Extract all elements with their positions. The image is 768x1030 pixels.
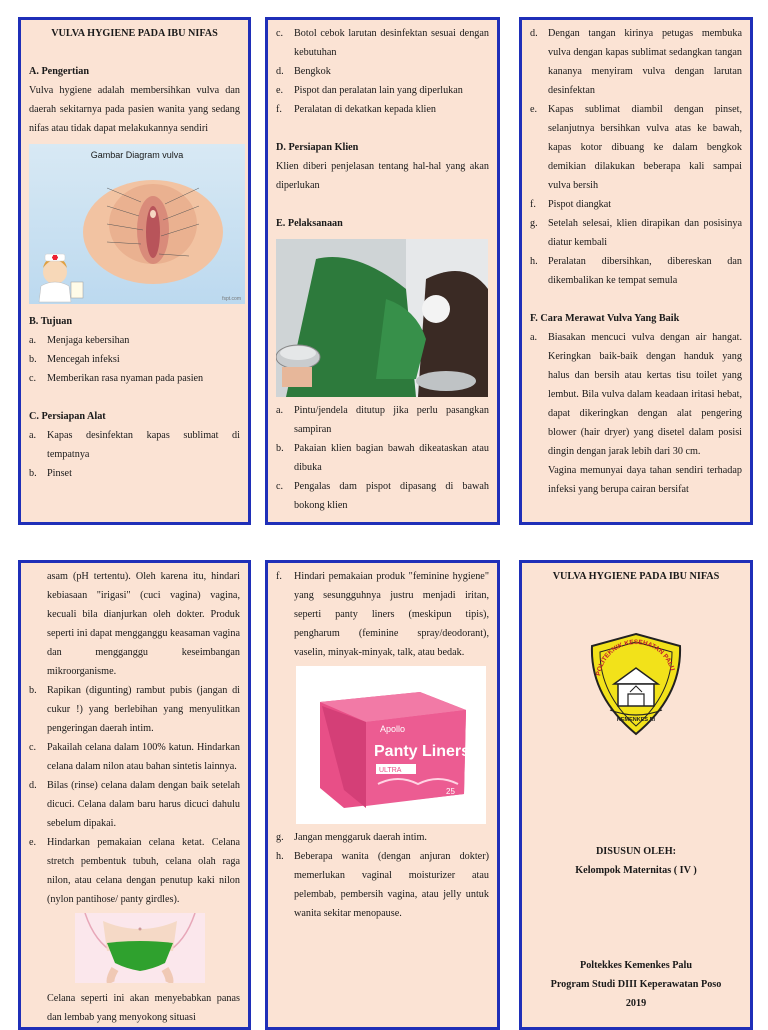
list-item: f. Pispot diangkat xyxy=(530,199,612,210)
panel-cover xyxy=(519,560,753,1030)
pelaksanaan-list-continued xyxy=(530,24,742,290)
panel-cara-lanjutan xyxy=(18,560,251,1030)
section-heading-pengertian: A. Pengertian xyxy=(29,66,89,77)
list-item: e. Hindarkan pemakaian celana ketat. Celana stretch pembentuk tubuh, celana olah raga nilon, atau celana dengan penutup kaki nilon (nylon pantihose/ panty girdles). xyxy=(29,837,240,905)
liners-product: Panty Liners xyxy=(374,743,471,760)
list-item: d. Bilas (rinse) celana dalam dengan baik setelah dicuci. Celana dalam baru harus dicuci dahulu sebelum dipakai. xyxy=(29,780,240,829)
list-item: g. Setelah selesai, klien dirapikan dan posisinya diatur kembali xyxy=(530,218,742,248)
list-item: c. Botol cebok larutan desinfektan sesuai dengan kebutuhan xyxy=(276,28,489,58)
list-item: f. Hindari pemakaian produk "feminine hygiene" yang sesungguhnya justru menjadi iritan, seperti panty liners (meskipun tipis), pengharum (feminine spray/deodorant), vaselin, minyak-minyak, talk, atau bedak. xyxy=(276,571,489,658)
list-item: a. Menjaga kebersihan xyxy=(29,335,130,346)
logo-bottom-text: KEMENKES RI xyxy=(616,717,656,723)
list-item: c. Memberikan rasa nyaman pada pasien xyxy=(29,373,204,384)
liners-brand: Apollo xyxy=(380,724,406,734)
year: 2019 xyxy=(625,998,647,1009)
poltekkes-logo xyxy=(588,632,684,736)
list-item: b. Mencegah infeksi xyxy=(29,354,120,365)
liners-count: 25 xyxy=(446,787,455,796)
cara-list-f xyxy=(276,567,489,662)
list-item: e. Kapas sublimat diambil dengan pinset, selanjutnya bersihkan vulva atas ke bawah, kapas kotor dibuang ke dalam bengkok demikian dilakukan beberapa kali sampai vulva bersih xyxy=(530,104,742,191)
list-item: b. Rapikan (digunting) rambut pubis (jangan di cukur !) yang berlebihan yang menyulitkan pengeringan daerah intim. xyxy=(29,685,240,734)
liners-variant: ULTRA xyxy=(379,767,402,774)
brochure-title: VULVA HYGIENE PADA IBU NIFAS xyxy=(51,28,218,39)
panel-feminine-hygiene xyxy=(265,560,500,1030)
panel-pengertian xyxy=(18,17,251,525)
list-item: c. Pengalas dam pispot dipasang di bawah bokong klien xyxy=(276,481,489,511)
pengertian-text: Vulva hygiene adalah membersihkan vulva dan daerah sekitarnya pada pasien wanita yang sedang nifas atau tidak dapat melakukannya sendiri xyxy=(29,85,240,134)
panel-pelaksanaan-lanjutan xyxy=(519,17,753,525)
list-item: d. Bengkok xyxy=(276,66,331,77)
section-heading-pelaksanaan: E. Pelaksanaan xyxy=(276,218,343,229)
section-heading-tujuan: B. Tujuan xyxy=(29,316,73,327)
list-item: d. Dengan tangan kirinya petugas membuka vulva dengan kapas sublimat sedangkan tangan kananya menyiram vulva dengan larutan desinfektan xyxy=(530,28,742,96)
cara-list xyxy=(530,328,742,461)
list-item: c. Pakailah celana dalam 100% katun. Hindarkan celana dalam nilon atau bahan sintetis lainnya. xyxy=(29,742,240,772)
persiapan-klien-text: Klien diberi penjelasan tentang hal-hal yang akan diperlukan xyxy=(276,161,489,191)
panty-liners-photo xyxy=(296,666,486,824)
cover-title: VULVA HYGIENE PADA IBU NIFAS xyxy=(552,571,720,582)
alat-list xyxy=(29,426,240,483)
list-item: e. Pispot dan peralatan lain yang diperlukan xyxy=(276,85,463,96)
pelaksanaan-list xyxy=(276,401,489,515)
panel-persiapan xyxy=(265,17,500,525)
section-heading-persiapan-alat: C. Persiapan Alat xyxy=(29,411,106,422)
cara-list-gh xyxy=(276,828,489,923)
institution-name: Poltekkes Kemenkes Palu xyxy=(579,960,693,971)
tujuan-list xyxy=(29,331,240,388)
after-image-text: Celana seperti ini akan menyebabkan panas dan lembab yang menyokong situasi xyxy=(47,993,240,1023)
list-item: b. Pakaian klien bagian bawah dikeataskan atau dibuka xyxy=(276,443,489,473)
list-item: h. Beberapa wanita (dengan anjuran dokter) memerlukan vaginal moisturizer atau pelembab, pembersih vagina, atau jelly untuk wanita sekitar menopause. xyxy=(276,851,489,919)
panty-illustration xyxy=(75,913,205,983)
diagram-caption: Gambar Diagram vulva xyxy=(90,150,184,160)
list-item: a. Pintu/jendela ditutup jika perlu pasangkan sampiran xyxy=(276,405,489,435)
list-item: b. Pinset xyxy=(29,468,72,479)
program-name: Program Studi DIII Keperawatan Poso xyxy=(550,979,722,990)
diagram-credit: fspt.com xyxy=(222,296,241,302)
cara-list-continued xyxy=(29,681,240,909)
continued-text: asam (pH tertentu). Oleh karena itu, hindari kebiasaan "irigasi" (cuci vagina) vagina, kecuali bila dianjurkan oleh dokter. Produk seperti ini dapat mengganggu keasaman vagina dan mengganggu keseimbangan mikroorganisme. xyxy=(47,571,240,677)
section-heading-cara-merawat: F. Cara Merawat Vulva Yang Baik xyxy=(530,313,680,324)
kelompok-name: Kelompok Maternitas ( IV ) xyxy=(575,865,697,876)
examination-photo xyxy=(276,239,488,397)
section-heading-persiapan-klien: D. Persiapan Klien xyxy=(276,142,359,153)
cara-continued-text: Vagina memunyai daya tahan sendiri terhadap infeksi yang berupa cairan bersifat xyxy=(548,465,742,495)
vulva-diagram-image xyxy=(29,144,245,304)
list-item: f. Peralatan di dekatkan kepada klien xyxy=(276,104,436,115)
list-item: g. Jangan menggaruk daerah intim. xyxy=(276,832,427,843)
disusun-label: DISUSUN OLEH: xyxy=(595,846,677,857)
list-item: h. Peralatan dibersihkan, dibereskan dan dikembalikan ke tempat semula xyxy=(530,256,742,286)
alat-list-continued xyxy=(276,24,489,119)
list-item: a. Biasakan mencuci vulva dengan air hangat. Keringkan baik-baik dengan handuk yang halus dan bersih atau kertas tisu toilet yang lembut. Bila vulva dalam keadaan iritasi hebat, dapat dikeringkan dengan alat pengering blower (hair dryer) yang disetel dalam posisi dingin dengan jarak lebih dari 30 cm. xyxy=(530,332,742,457)
list-item: a. Kapas desinfektan kapas sublimat di tempatnya xyxy=(29,430,240,460)
logo-top-text: POLITEKNIK KESEHATAN PALU xyxy=(595,639,676,677)
